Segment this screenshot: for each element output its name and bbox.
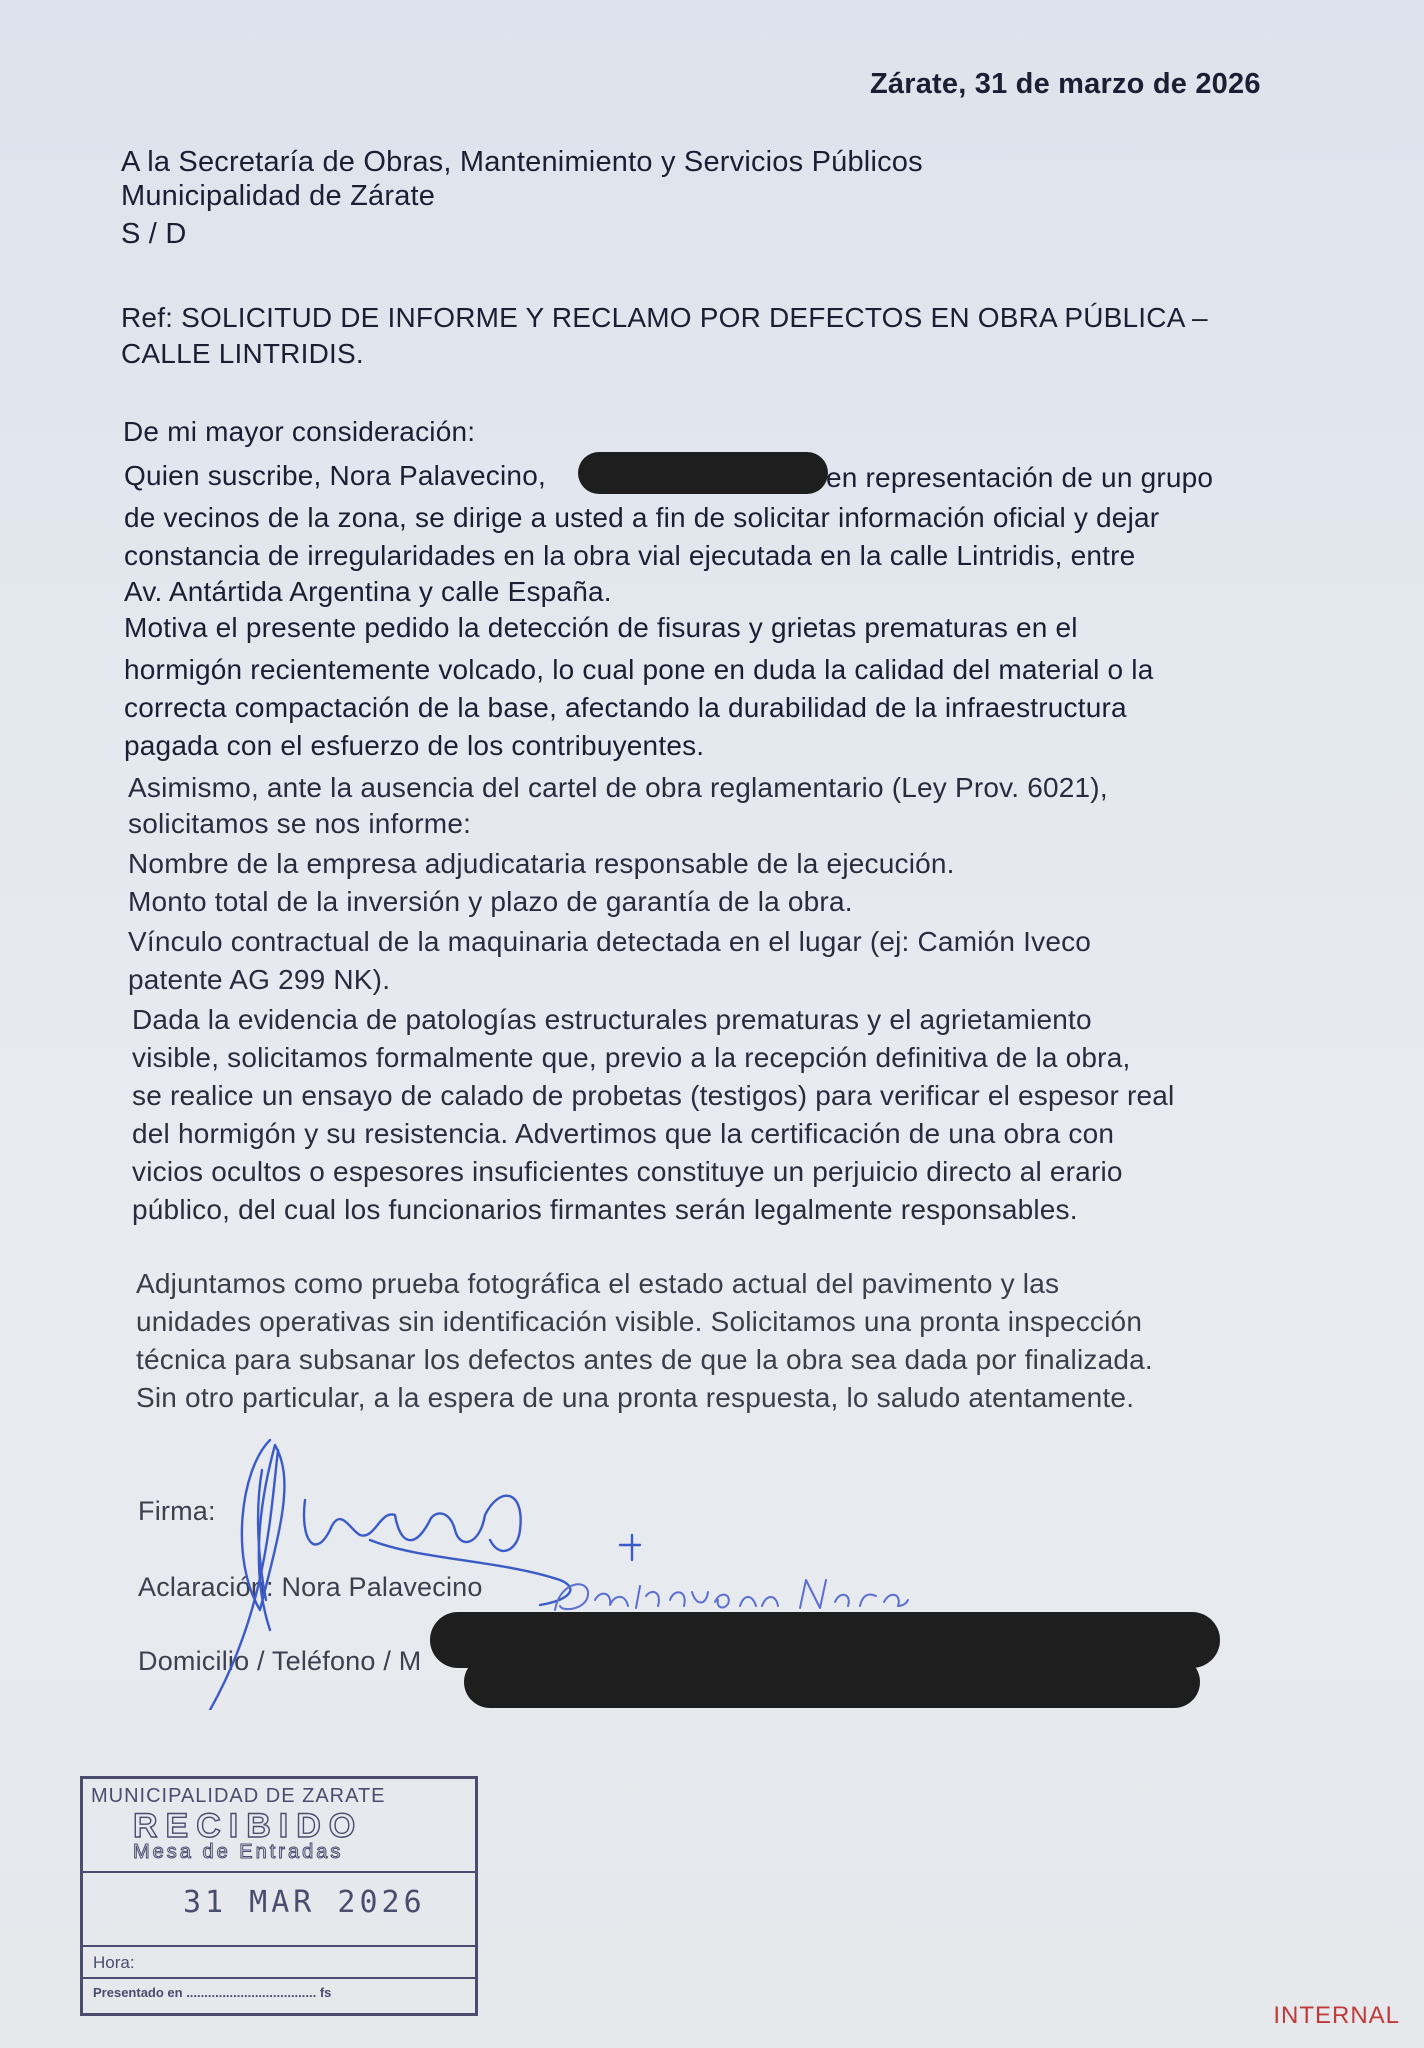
stamp-date: 31 MAR 2026 bbox=[183, 1885, 426, 1920]
recipient-line-1: A la Secretaría de Obras, Mantenimiento y Servicios Públicos bbox=[121, 146, 923, 178]
body-line: Asimismo, ante la ausencia del cartel de obra reglamentario (Ley Prov. 6021), bbox=[128, 772, 1108, 803]
body-line: Monto total de la inversión y plazo de garantía de la obra. bbox=[128, 886, 853, 917]
body-line: unidades operativas sin identificación visible. Solicitamos una pronta inspección bbox=[136, 1306, 1143, 1337]
body-line: Av. Antártida Argentina y calle España. bbox=[124, 576, 612, 607]
redaction-block bbox=[578, 452, 828, 494]
address-label: Domicilio / Teléfono / M bbox=[138, 1646, 422, 1676]
stamp-presentado-label: Presentado en .................................... fs bbox=[93, 1985, 332, 2000]
stamp-municipality: MUNICIPALIDAD DE ZARATE bbox=[91, 1785, 386, 1807]
body-line: Sin otro particular, a la espera de una pronta respuesta, lo saludo atentamente. bbox=[136, 1382, 1135, 1413]
stamp-divider bbox=[83, 1977, 475, 1979]
internal-tag: INTERNAL bbox=[1273, 2002, 1400, 2029]
body-line: correcta compactación de la base, afectando la durabilidad de la infraestructura bbox=[124, 692, 1127, 723]
body-line: visible, solicitamos formalmente que, previo a la recepción definitiva de la obra, bbox=[132, 1042, 1131, 1073]
body-line: público, del cual los funcionarios firmantes serán legalmente responsables. bbox=[132, 1194, 1078, 1225]
body-line: vicios ocultos o espesores insuficientes constituye un perjuicio directo al erario bbox=[132, 1156, 1123, 1187]
body-line: técnica para subsanar los defectos antes de que la obra sea dada por finalizada. bbox=[136, 1344, 1153, 1375]
intro-part-2: en representación de un grupo bbox=[826, 462, 1214, 493]
stamp-hora-label: Hora: bbox=[93, 1953, 135, 1972]
body-line: Nombre de la empresa adjudicataria responsable de la ejecución. bbox=[128, 848, 955, 879]
body-line: Vínculo contractual de la maquinaria detectada en el lugar (ej: Camión Iveco bbox=[128, 926, 1092, 957]
stamp-divider bbox=[83, 1871, 475, 1873]
clarification-label: Aclaración: Nora Palavecino bbox=[138, 1572, 483, 1602]
body-line: Dada la evidencia de patologías estructurales prematuras y el agrietamiento bbox=[132, 1004, 1092, 1035]
stamp-divider bbox=[83, 1945, 475, 1947]
salutation: De mi mayor consideración: bbox=[123, 416, 476, 447]
stamp-received: RECIBIDO bbox=[133, 1807, 364, 1845]
body-line: Adjuntamos como prueba fotográfica el estado actual del pavimento y las bbox=[136, 1268, 1060, 1299]
body-line: constancia de irregularidades en la obra vial ejecutada en la calle Lintridis, entre bbox=[124, 540, 1136, 571]
stamp-desk: Mesa de Entradas bbox=[133, 1841, 344, 1863]
body-line: se realice un ensayo de calado de probetas (testigos) para verificar el espesor real bbox=[132, 1080, 1175, 1111]
body-line: pagada con el esfuerzo de los contribuyentes. bbox=[124, 730, 705, 761]
recipient-line-3: S / D bbox=[121, 218, 187, 250]
intro-part-1: Quien suscribe, Nora Palavecino, bbox=[124, 460, 546, 491]
body-line: patente AG 299 NK). bbox=[128, 964, 391, 995]
reference-line-2: CALLE LINTRIDIS. bbox=[121, 338, 364, 369]
body-line: de vecinos de la zona, se dirige a usted a fin de solicitar información oficial y dejar bbox=[124, 502, 1160, 533]
reference-line-1: Ref: SOLICITUD DE INFORME Y RECLAMO POR DEFECTOS EN OBRA PÚBLICA – bbox=[121, 302, 1208, 333]
signature-label: Firma: bbox=[138, 1496, 216, 1526]
body-line: solicitamos se nos informe: bbox=[128, 808, 472, 839]
body-line: Motiva el presente pedido la detección de fisuras y grietas prematuras en el bbox=[124, 612, 1078, 643]
handwritten-signature bbox=[200, 1410, 960, 1710]
body-line: del hormigón y su resistencia. Advertimos que la certificación de una obra con bbox=[132, 1118, 1115, 1149]
letter-date: Zárate, 31 de marzo de 2026 bbox=[870, 68, 1261, 100]
reception-stamp bbox=[80, 1776, 478, 2016]
body-line: hormigón recientemente volcado, lo cual pone en duda la calidad del material o la bbox=[124, 654, 1154, 685]
recipient-line-2: Municipalidad de Zárate bbox=[121, 180, 436, 212]
